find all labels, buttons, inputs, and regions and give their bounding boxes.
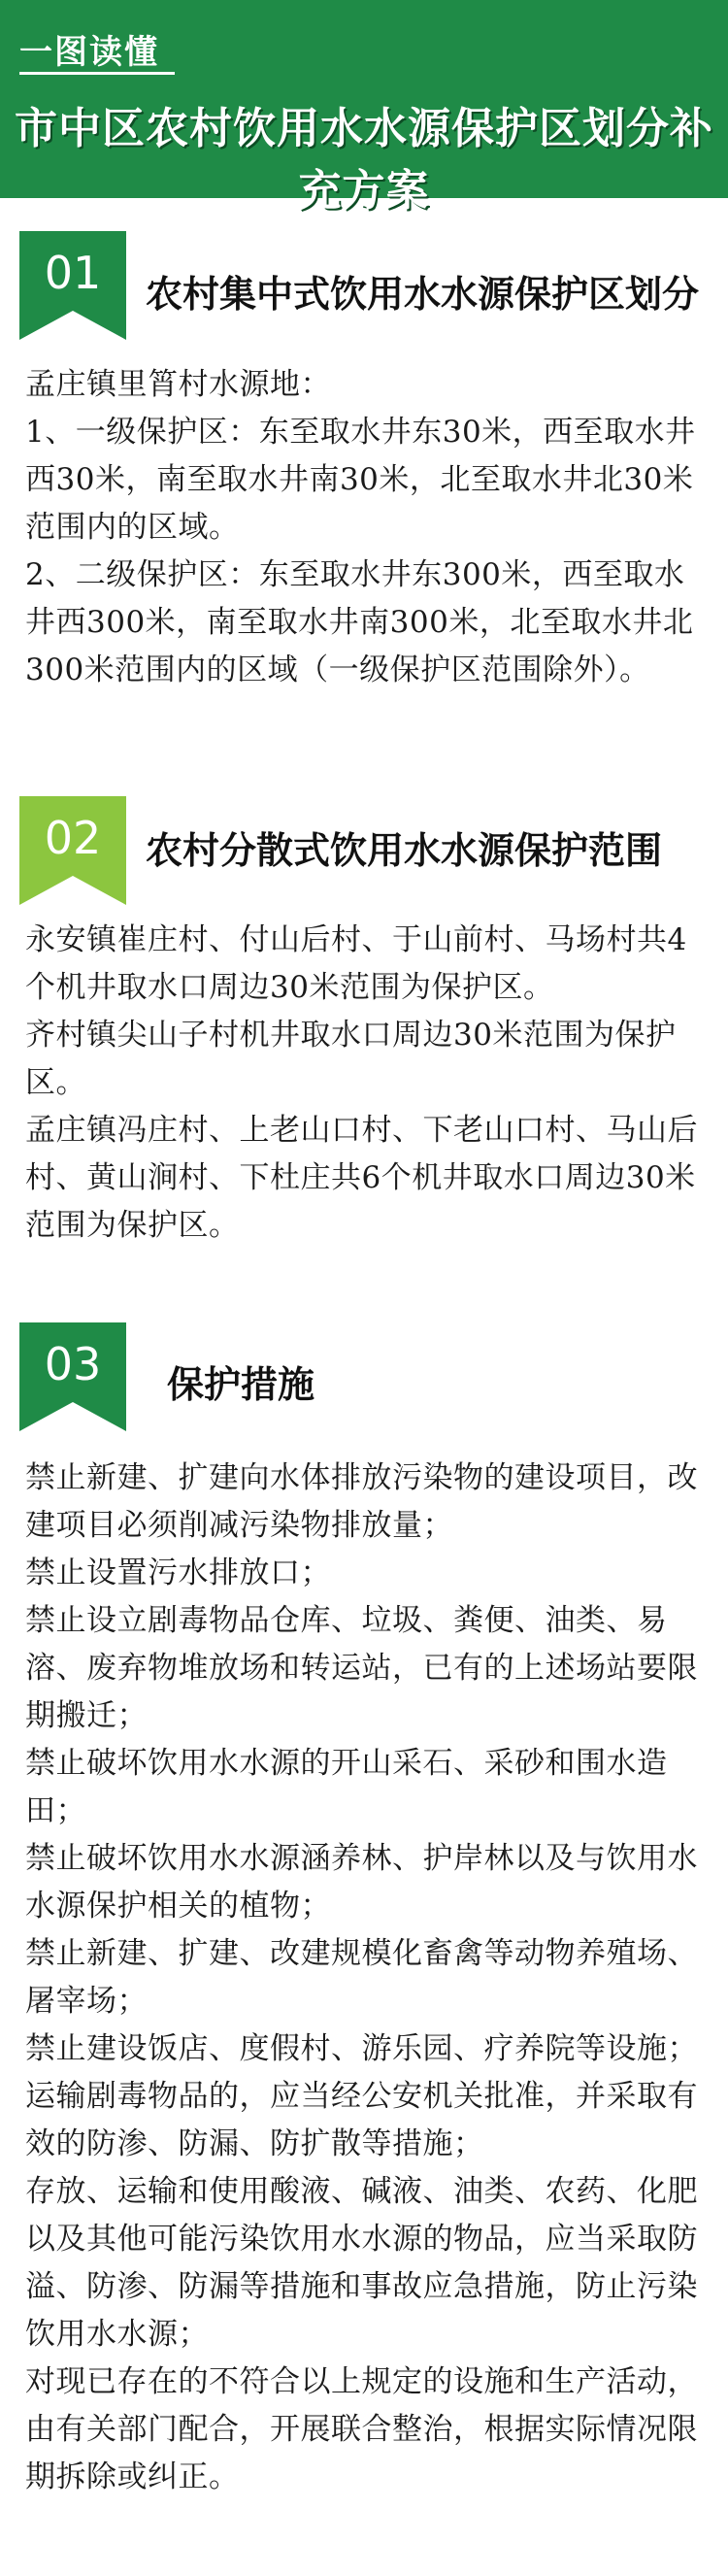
section-number: 02 <box>44 812 102 864</box>
paragraph: 孟庄镇里筲村水源地： <box>25 367 331 402</box>
paragraph: 孟庄镇冯庄村、上老山口村、下老山口村、马山后村、黄山涧村、下杜庄共6个机井取水口周边30米范围为保护区。 <box>25 1113 698 1243</box>
paragraph: 禁止建设饭店、度假村、游乐园、疗养院等设施； <box>25 2031 698 2066</box>
paragraph: 2、二级保护区：东至取水井东300米，西至取水井西300米，南至取水井南300米，北至取水井北300米范围内的区域（一级保护区范围除外）。 <box>25 557 694 687</box>
paragraph: 禁止设立剧毒物品仓库、垃圾、粪便、油类、易溶、废弃物堆放场和转运站，已有的上述场站要限期搬迁； <box>25 1603 698 1733</box>
section-badge-01 <box>19 231 126 340</box>
paragraph: 永安镇崔庄村、付山后村、于山前村、马场村共4个机井取水口周边30米范围为保护区。 <box>25 922 687 1005</box>
section-body <box>25 1455 705 2501</box>
section-title: 农村集中式饮用水水源保护区划分 <box>146 273 700 316</box>
header-kicker: 一图读懂 <box>19 33 159 72</box>
paragraph: 禁止新建、扩建、改建规模化畜禽等动物养殖场、屠宰场； <box>25 1936 698 2019</box>
section-badge-03 <box>19 1322 126 1431</box>
paragraph: 对现已存在的不符合以上规定的设施和生产活动，由有关部门配合，开展联合整治，根据实际情况限期拆除或纠正。 <box>25 2364 698 2494</box>
paragraph: 齐村镇尖山子村机井取水口周边30米范围为保护区。 <box>25 1018 677 1100</box>
section-number: 01 <box>44 247 102 299</box>
kicker-underline <box>19 72 175 75</box>
paragraph: 禁止破坏饮用水水源的开山采石、采砂和围水造田； <box>25 1746 668 1828</box>
paragraph: 禁止新建、扩建向水体排放污染物的建设项目，改建项目必须削减污染物排放量； <box>25 1460 698 1543</box>
paragraph: 禁止破坏饮用水水源涵养林、护岸林以及与饮用水水源保护相关的植物； <box>25 1841 698 1924</box>
section-title: 保护措施 <box>167 1363 315 1406</box>
header-banner <box>0 0 728 216</box>
paragraph: 存放、运输和使用酸液、碱液、油类、农药、化肥以及其他可能污染饮用水水源的物品，应当采取防溢、防渗、防漏等措施和事故应急措施，防止污染饮用水水源； <box>25 2174 698 2352</box>
paragraph: 运输剧毒物品的，应当经公安机关批准，并采取有效的防渗、防漏、防扩散等措施； <box>25 2079 698 2161</box>
section-title: 农村分散式饮用水水源保护范围 <box>146 829 663 872</box>
section-body <box>25 917 705 1250</box>
section-number: 03 <box>44 1338 102 1390</box>
section-body <box>25 361 705 694</box>
page-title: 市中区农村饮用水水源保护区划分补充方案 <box>15 104 713 216</box>
section-badge-02 <box>19 796 126 905</box>
paragraph: 1、一级保护区：东至取水井东30米，西至取水井西30米，南至取水井南30米，北至取水井北30米范围内的区域。 <box>25 415 696 545</box>
paragraph: 禁止设置污水排放口； <box>25 1556 331 1590</box>
